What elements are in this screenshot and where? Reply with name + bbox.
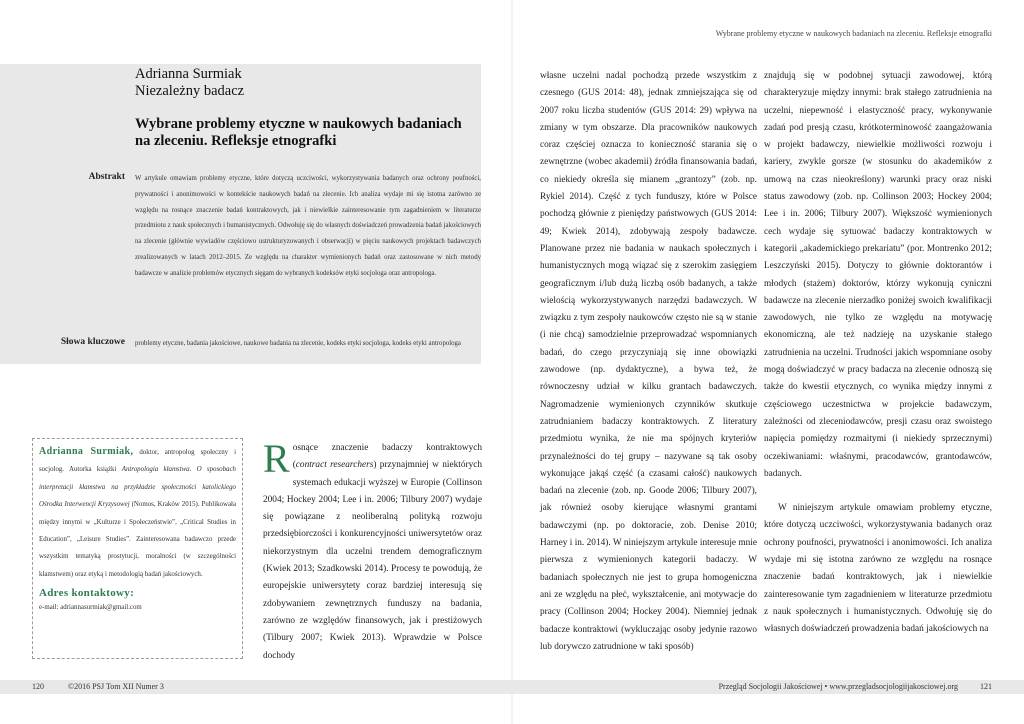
body-paragraph: W niniejszym artykule omawiam problemy etyczne, które dotyczą uczciwości, wykorzystywania badanych oraz ochrony poufności, prywatności i anonimowości. Ich analiza wydaje mi się istotna zarówno ze względu na rosnące znaczenie badań kontraktowych, jak i niewielkie zainteresowanie tym zagadnieniem w literaturze przedmiotu z nauk społecznych i humanistycznych. Odwołuję się do własnych doświadczeń prowadzenia badań jakościowych na (764, 503, 992, 635)
body-column-left-page (263, 436, 483, 665)
body-paragraph: znajdują się w podobnej sytuacji zawodowej, którą charakteryzuje między innymi: brak stałego zatrudnienia na uczelni, niepewność i elastyczność pracy, wykonywanie zadań pod presją czasu, krótkoterminowość zaangażowania w projekt badawczy, niewielkie możliwości rozwoju i kariery, zwykle gorsze (w stosunku do akademików z umową na czas nieokreślony) warunki pracy oraz niski status zawodowy (zob. np. Collinson 2003; Hockey 2004; Lee i in. 2006; Tilbury 2007). Większość wymienionych cech wydaje się sytuować badaczy kontraktowych w kategorii „akademickiego prekariatu” (por. Montrenko 2012; Leszczyński 2015). Dotyczy to głównie doktorantów i młodych (stażem) doktorów, którzy wykonują cyniczni badawcze na zlecenie nierzadko poniżej swoich kwalifikacji zawodowych, nie tylko ze względu na motywację ekonomiczną, ale też nadzieję na uzyskanie stałego zatrudnienia na uczelni. Trudności jakich wspomniane osoby mogą doświadczyć w pracy badacza na zlecenie odnoszą się także do kwestii etycznych, co wynika między innymi z częściowego uczestnictwa w projekcie badawczym, zależności od zleceniodawców, presji czasu oraz swoistego napięcia pomiędzy rozmaitymi (i niekiedy sprzecznymi) oczekiwaniami: właśnymi, pracodawców, grantodawców, badanych. (764, 71, 992, 479)
author-affiliation: Niezależny badacz (135, 83, 245, 99)
page-number-left: 120 (32, 682, 44, 691)
contact-heading: Adres kontaktowy: (39, 587, 135, 600)
page-number-right: 121 (980, 682, 992, 691)
abstract-label: Abstrakt (88, 172, 125, 182)
body-paragraph: własne uczelni nadal pochodzą przede wszystkim z czesnego (GUS 2014: 48), jednak zmniejszająca się od 2007 roku liczba studentów (GUS 2014: 29) wpływa na zmiany w tym obszarze. Dla pracowników naukowych coraz częściej oznacza to konieczność starania się o zewnętrzne (wobec akademii) źródła finansowania badań, co niekiedy określa się mianem „grantozy” (zob. np. Rykiel 2014). Część z tych funduszy, które w Polsce pochodzą głównie z pieniędzy państwowych (GUS 2014: 49; Kwiek 2014), zdobywają zespoły badawcze. Planowane przez nie badania w naukach społecznych i humanistycznych mogą wiązać się z szerokim zasięgiem geograficznym i/lub dużą liczbą osób badanych, a także wielością wykorzystywanych narzędzi badawczych. W związku z tym zespoły naukowców często nie są w stanie (i nie chcą) samodzielnie przeprowadzać wspomnianych badań, do czego przyczyniają się inne obowiązki zawodowe (np. dydaktyczne), a bywa też, że równoczesny udział w kilku grantach badawczych. Nagromadzenie wymienionych czynników skutkuje zatrudnianiem badaczy kontraktowych. Z literatury przedmiotu wynika, że nie ma spójnych kryteriów przynależności do tej grupy – nazywane są tak osoby wykonujące jakąś część (a czasami całość) naukowych badań na zlecenie (zob. np. Goode 2006; Tilbury 2007), jak również osoby kierujące własnymi grantami badawczymi (np. po doktoracie, zob. Denise 2010; Harney i in. 2014). W niniejszym artykule interesuje mnie pierwsza z wymienionych kategorii badaczy. W badaniach społecznych nie jest to grupa homogeniczna ani ze względu na płeć, wykształcenie, ani motywacje do pracy (Collinson 2004; Hockey 2004). Niemniej jednak badacze kontraktowi (wykluczając osoby jedynie razowo lub dorywczo zatrudnione w taki sposób) (540, 71, 757, 652)
intro-paragraph (263, 436, 483, 665)
running-head: Wybrane problemy etyczne w naukowych badaniach na zleceniu. Refleksje etnografki (715, 29, 992, 38)
bio-text-part2: (Nomos, Kraków 2015). Publikowała między innymi w „Kulturze i Społeczeństwie”, „Critical Studies in Education”, „Leisure Studies”. Zainteresowana badawczo przede wszystkim tematyką prostytucji, moralności (w szczególności kłamstwem) oraz etyką i metodologią badań jakościowych. (39, 501, 237, 578)
intro-text-b: ) przynajmniej w niektórych systemach edukacji wyższej w Europie (Collinson 2004; Hockey 2004; Lee i in. 2006; Tilbury 2007) wydaje się powiązane z neoliberalną polityką rozwoju przedsiębiorczości i konkurencyjności uniwersytetów oraz niekorzystnym dla uczelni trendem demograficznym (Kwiek 2013; Szadkowski 2014). Procesy te powodują, że europejskie uniwersytety coraz bardziej interesują się zdobywaniem zewnętrznych funduszy na badania, zarówno ze względów finansowych, jak i prestiżowych (Tilbury 2007; Kwiek 2013). Wprawdzie w Polsce dochody (263, 460, 483, 661)
article-title: Wybrane problemy etyczne w naukowych badaniach na zleceniu. Refleksje etnografki (135, 116, 462, 149)
bio-book-title: Antropologia kłamstwa. O sposobach interpretacji kłamstwa na przykładzie społeczności katolickiego Ośrodka Interwencji Kryzysowej (39, 466, 236, 509)
drop-cap: R (263, 436, 290, 481)
intro-italic-term: contract researchers (295, 460, 374, 471)
author-bio-box (32, 438, 243, 659)
footer-journal-website: Przegląd Socjologii Jakościowej • www.przegladsocjologiijakosciowej.org (718, 682, 958, 691)
keywords-text: problemy etyczne, badania jakościowe, naukowe badania na zlecenie, kodeks etyki socjologa, kodeks etyki antropologa (135, 340, 461, 347)
intro-text-a: osnące znaczenie badaczy kontraktowych ( (292, 443, 482, 471)
author-name: Adrianna Surmiak (135, 66, 242, 82)
bio-text-part1: doktor, antropolog społeczny i socjolog. Autorka książki (39, 449, 237, 474)
abstract-text: W artykule omawiam problemy etyczne, które dotyczą uczciwości, wykorzystywania badanych oraz ochrony poufności, prywatności i anonimowości w kontekście naukowych badań na zlecenie. Ich analiza wydaje mi się istotna zarówno ze względu na rosnące znaczenie badań kontraktowych, jak i niewielkie zainteresowanie tym zagadnieniem w literaturze przedmiotu z nauk społecznych i humanistycznych. Odwołuję się do własnych doświadczeń prowadzenia badań jakościowych na zlecenie (głównie wywiadów częściowo ustrukturyzowanych i obserwacji) w pięciu naukowych projektach badawczych zrealizowanych w latach 2012–2015. Ze względu na charakter wymienionych badań oraz zastosowane w nich metody badawcze w analizie problemów etycznych sięgam do wybranych kodeksów etyki socjologa oraz antropologa. (135, 175, 481, 277)
contact-email: e-mail: adriannasurmiak@gmail.com (39, 604, 142, 612)
footer-journal-issue: ©2016 PSJ Tom XII Numer 3 (68, 682, 164, 691)
body-column-right-2 (764, 68, 992, 639)
body-column-right-1 (540, 68, 757, 656)
author-bio (39, 443, 236, 583)
keywords-label: Słowa kluczowe (60, 337, 125, 347)
bio-author-name: Adrianna Surmiak, (39, 446, 134, 457)
